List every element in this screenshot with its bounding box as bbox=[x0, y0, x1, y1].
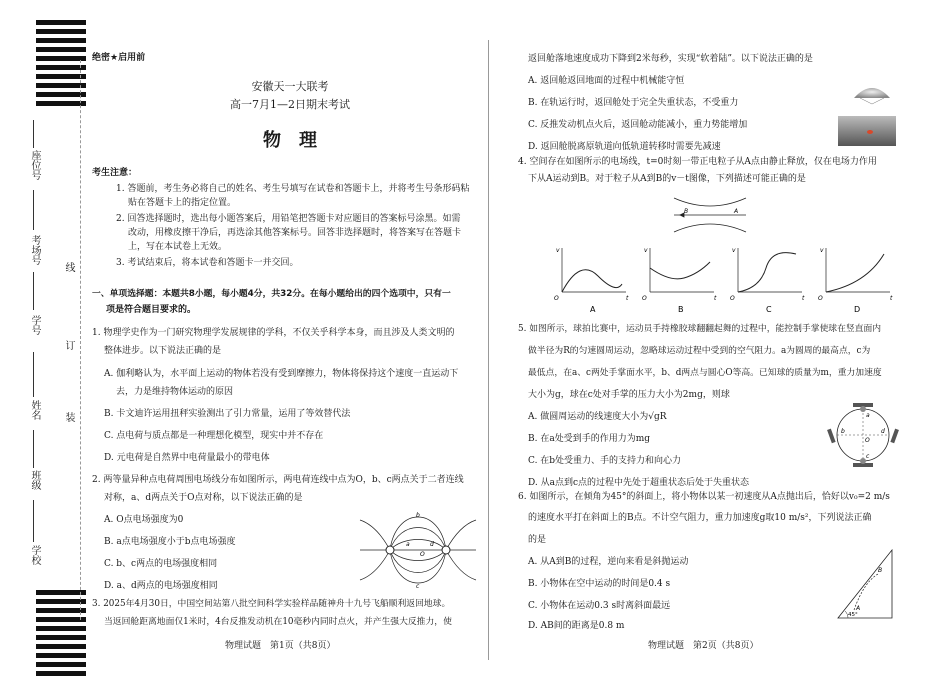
graph-label-c: C bbox=[766, 305, 772, 314]
section-heading-cont: 项是符合题目要求的。 bbox=[106, 305, 197, 315]
q6-label-b: B bbox=[878, 567, 883, 574]
footer-page2: 物理试题 第2页（共8页） bbox=[648, 641, 759, 651]
q6-label-a: A bbox=[856, 605, 861, 612]
subject-title: 物 理 bbox=[263, 130, 317, 151]
graph-axis-t: t bbox=[714, 295, 717, 302]
q5-option-a: A. 做圆周运动的线速度大小为√gR bbox=[528, 412, 667, 422]
cut-char-bind: 订 bbox=[63, 340, 74, 350]
graph-axis-o: O bbox=[554, 295, 559, 302]
q5-option-c: C. 在b处受重力、手的支持力和向心力 bbox=[528, 456, 682, 466]
binding-stripes-top bbox=[36, 20, 86, 110]
binding-label-school: 学校 bbox=[29, 545, 40, 565]
q3-stem-cont: 返回舱落地速度成功下降到2米每秒，实现“软着陆”。以下说法正确的是 bbox=[528, 54, 813, 64]
q5-circle-figure bbox=[828, 395, 898, 473]
graph-axis-v: v bbox=[732, 247, 736, 254]
footer-page1: 物理试题 第1页（共8页） bbox=[225, 641, 336, 651]
q2-option-d: D. a、d两点的电场强度相同 bbox=[104, 581, 218, 591]
notice-line: 1. 答题前，考生务必将自己的姓名、考生号填写在试卷和答题卡上，并将考生号条形码粘 bbox=[116, 184, 470, 194]
q1-option-a: A. 伽利略认为，水平面上运动的物体若没有受到摩擦力，物体将保持这个速度一直运动下 bbox=[104, 369, 459, 379]
q5-stem: 5. 如图所示，球拍比赛中，运动员手持橡胶球翻翻起舞的过程中，能控制手掌使球在竖直面内 bbox=[518, 324, 882, 334]
q2-stem: 2. 两等量异种点电荷周围电场线分布如图所示，两电荷连线中点为O，b、c两点关于二者连线 bbox=[92, 475, 464, 485]
q2-label-d: d bbox=[430, 541, 434, 548]
graph-axis-v: v bbox=[556, 247, 560, 254]
q2-label-a: a bbox=[406, 541, 410, 548]
q6-option-d: D. AB间的距离是0.8 m bbox=[528, 621, 625, 631]
q1-option-d: D. 元电荷是自然界中电荷量最小的带电体 bbox=[104, 453, 270, 463]
q1-option-c: C. 点电荷与质点都是一种理想化模型，现实中并不存在 bbox=[104, 431, 324, 441]
q3-stem: 3. 2025年4月30日，中国空间站第八批空间科学实验样品随神舟十九号飞船顺利返回地球。 bbox=[92, 599, 451, 609]
q5-label-c: c bbox=[866, 453, 870, 460]
cut-char-line: 线 bbox=[63, 262, 74, 272]
q4-vt-graphs bbox=[546, 244, 892, 316]
q5-option-b: B. 在a处受到手的作用力为mg bbox=[528, 434, 650, 444]
binding-label-name: 姓名 bbox=[29, 400, 40, 420]
q6-incline-figure bbox=[834, 546, 896, 622]
graph-label-b: B bbox=[678, 305, 684, 314]
landing-capsule-image bbox=[838, 116, 896, 146]
q4-label-a: A bbox=[734, 208, 739, 215]
exam-org: 安徽天一大联考 bbox=[251, 80, 329, 93]
binding-label-studentid: 学号 bbox=[29, 315, 40, 335]
q5-label-d: d bbox=[881, 428, 885, 435]
q2-label-o: O bbox=[420, 551, 425, 558]
q5-label-a: a bbox=[866, 412, 870, 419]
notice-line: 3. 考试结束后，将本试卷和答题卡一并交回。 bbox=[116, 258, 299, 268]
q1-option-b: B. 卡文迪许运用扭秤实验测出了引力常量，运用了等效替代法 bbox=[104, 409, 351, 419]
q6-label-angle: 45° bbox=[848, 612, 858, 618]
q6-stem: 6. 如图所示，在倾角为45°的斜面上，将小物体以某一初速度从A点抛出后，恰好以v₀=2 m/s bbox=[518, 492, 890, 502]
q2-option-a: A. O点电场强度为0 bbox=[104, 515, 184, 525]
q2-option-c: C. b、c两点的电场强度相同 bbox=[104, 559, 218, 569]
graph-axis-o: O bbox=[818, 295, 823, 302]
q1-option-a: 去，力是维持物体运动的原因 bbox=[116, 387, 234, 397]
q6-option-b: B. 小物体在空中运动的时间是0.4 s bbox=[528, 579, 671, 589]
q2-label-b: b bbox=[416, 512, 420, 519]
exam-title: 高一7月1—2日期末考试 bbox=[230, 98, 350, 111]
q6-stem: 的速度水平打在斜面上的B点。不计空气阻力，重力加速度g取10 m/s²，下列说法正确 bbox=[528, 513, 872, 523]
graph-axis-v: v bbox=[644, 247, 648, 254]
q6-option-a: A. 从A到B的过程，逆向来看是斜抛运动 bbox=[528, 557, 689, 567]
q1-stem: 整体进步。以下说法正确的是 bbox=[104, 346, 222, 356]
graph-axis-t: t bbox=[626, 295, 629, 302]
q5-option-d: D. 从a点到c点的过程中先处于超重状态后处于失重状态 bbox=[528, 478, 750, 488]
page-divider bbox=[488, 40, 489, 660]
q6-stem: 的是 bbox=[528, 535, 547, 545]
binding-label-seat: 座位号 bbox=[29, 150, 40, 180]
binding-label-room: 考场号 bbox=[29, 235, 40, 265]
q3-option-c: C. 反推发动机点火后，返回舱动能减小，重力势能增加 bbox=[528, 120, 748, 130]
binding-cut-line bbox=[80, 60, 81, 620]
q2-label-c: c bbox=[416, 583, 420, 590]
q2-stem: 对称，a、d两点关于O点对称，以下说法正确的是 bbox=[104, 493, 303, 503]
binding-stripes-bottom bbox=[36, 590, 86, 680]
notice-line: 改动，用橡皮擦干净后，再选涂其他答案标号。回答非选择题时，将答案写在答题卡 bbox=[128, 228, 462, 238]
q3-stem: 当返回舱距离地面仅1米时，4台反推发动机在10毫秒内同时点火，并产生强大反推力，使 bbox=[104, 617, 452, 627]
notice-line: 2. 回答选择题时，选出每小题答案后，用铅笔把答题卡对应题目的答案标号涂黑。如需 bbox=[116, 214, 461, 224]
graph-axis-v: v bbox=[820, 247, 824, 254]
q5-stem: 最低点，在a、c两处手掌面水平，b、d两点与圆心O等高。已知球的质量为m，重力加速度 bbox=[528, 368, 882, 378]
q3-option-d: D. 返回舱脱离原轨道向低轨道转移时需要先减速 bbox=[528, 142, 721, 152]
parachute-image bbox=[852, 82, 892, 104]
q5-stem: 大小为g，球在c处对手掌的压力大小为2mg，则球 bbox=[528, 390, 730, 400]
graph-axis-t: t bbox=[802, 295, 805, 302]
secret-label: 绝密★启用前 bbox=[92, 53, 146, 63]
section-heading: 一、单项选择题：本题共8小题，每小题4分，共32分。在每小题给出的四个选项中，只有一 bbox=[92, 289, 451, 299]
q4-stem: 4. 空间存在如图所示的电场线，t=0时刻一带正电粒子从A点由静止释放，仅在电场力作用 bbox=[518, 157, 877, 167]
q5-stem: 做半径为R的匀速圆周运动，忽略球运动过程中受到的空气阻力。a为圆周的最高点，c为 bbox=[528, 346, 871, 356]
notice-line: 贴在答题卡上的指定位置。 bbox=[128, 198, 237, 208]
q5-label-b: b bbox=[841, 428, 845, 435]
graph-axis-o: O bbox=[730, 295, 735, 302]
q5-label-o: O bbox=[865, 437, 870, 444]
q3-option-b: B. 在轨运行时，返回舱处于完全失重状态，不受重力 bbox=[528, 98, 739, 108]
q1-stem: 1. 物理学史作为一门研究物理学发展规律的学科，不仅关乎科学本身，而且涉及人类文明的 bbox=[92, 328, 455, 338]
q2-field-line-figure bbox=[358, 508, 478, 592]
notice-line: 上，写在本试卷上无效。 bbox=[128, 242, 228, 252]
graph-label-d: D bbox=[854, 305, 861, 314]
notice-title: 考生注意： bbox=[92, 168, 138, 178]
binding-label-class: 班级 bbox=[29, 470, 40, 490]
q4-label-b: B bbox=[684, 208, 689, 215]
graph-axis-t: t bbox=[890, 295, 893, 302]
graph-axis-o: O bbox=[642, 295, 647, 302]
q4-stem: 下从A运动到B。对于粒子从A到B的v－t图像，下列描述可能正确的是 bbox=[528, 174, 806, 184]
q4-field-line-figure bbox=[670, 194, 750, 236]
q3-option-a: A. 返回舱返回地面的过程中机械能守恒 bbox=[528, 76, 685, 86]
cut-char-install: 装 bbox=[63, 412, 74, 422]
graph-label-a: A bbox=[590, 305, 596, 314]
q6-option-c: C. 小物体在运动0.3 s时离斜面最远 bbox=[528, 601, 671, 611]
q2-option-b: B. a点电场强度小于b点电场强度 bbox=[104, 537, 236, 547]
